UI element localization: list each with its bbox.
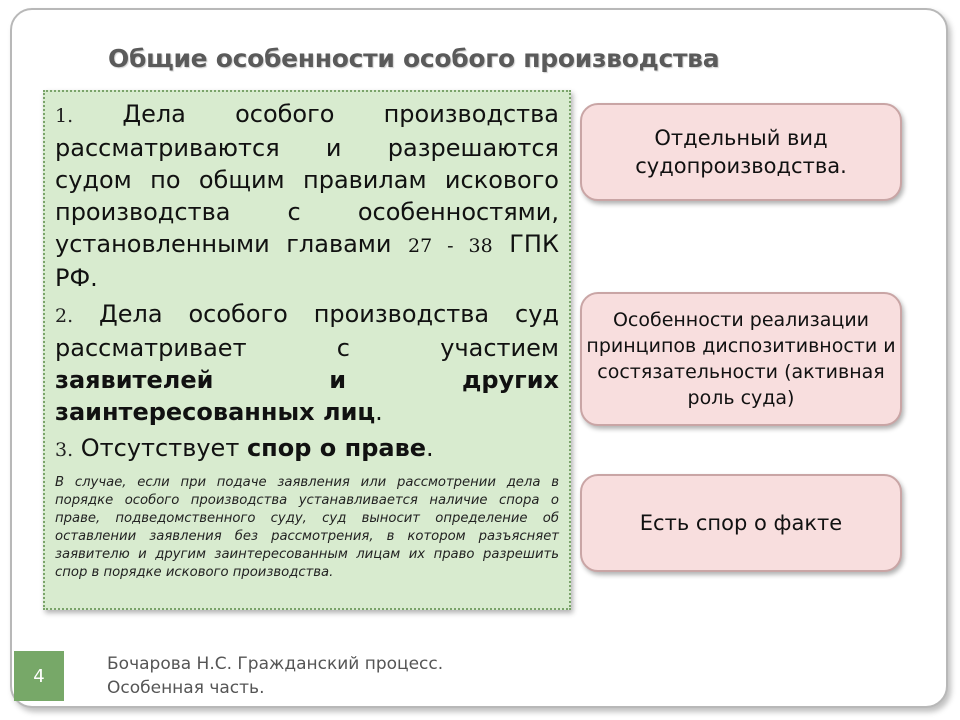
point-3-number: 3.: [55, 439, 74, 461]
point-1-range: 27 - 38: [408, 235, 493, 257]
footnote-text: В случае, если при подаче заявления или рассмотрении дела в порядке особого производства устанавливается наличие спора о праве, подведомственного суду, суд выносит определение об оставлении заявления без рассмотрения, в котором разъясняет заявителю и другим заинтересованным лицам их право разрешить спор в порядке искового производства.: [55, 475, 559, 580]
feature-box-2-text: Особенности реализации принципов диспозитивности и состязательности (активная роль суда): [586, 309, 896, 409]
point-2: [55, 298, 559, 428]
point-3-end: .: [426, 434, 434, 462]
point-1-text: Дела особого производства рассматриваются и разрешаются судом по общим правилам искового производства с особенностями, установленными главами: [55, 100, 559, 258]
feature-box-3: [580, 474, 902, 572]
point-1-number: 1.: [55, 105, 74, 127]
point-1: [55, 98, 559, 294]
footer-line-1: Бочарова Н.С. Гражданский процесс.: [107, 654, 444, 674]
page-number: 4: [33, 665, 45, 687]
footer-citation: [107, 652, 443, 700]
point-3-bold: спор о праве: [246, 434, 427, 462]
point-2-number: 2.: [55, 305, 74, 327]
slide-title: Общие особенности особого производства: [108, 44, 720, 73]
point-1-tail: ГПК РФ.: [55, 230, 559, 292]
footer-line-2: Особенная часть.: [107, 678, 265, 698]
point-2-end: .: [375, 398, 383, 426]
feature-box-1: [580, 103, 902, 201]
point-3-text: Отсутствует: [80, 434, 247, 462]
feature-box-1-text: Отдельный вид судопроизводства.: [635, 126, 847, 178]
point-3: [55, 432, 559, 466]
main-text-box: [43, 90, 571, 610]
point-2-bold: заявителей и других заинтересованных лиц: [55, 366, 559, 426]
page-number-badge: [14, 651, 64, 701]
point-2-text: Дела особого производства суд рассматривает с участием: [55, 300, 559, 362]
feature-box-3-text: Есть спор о факте: [639, 511, 843, 535]
feature-box-2: [580, 292, 902, 426]
